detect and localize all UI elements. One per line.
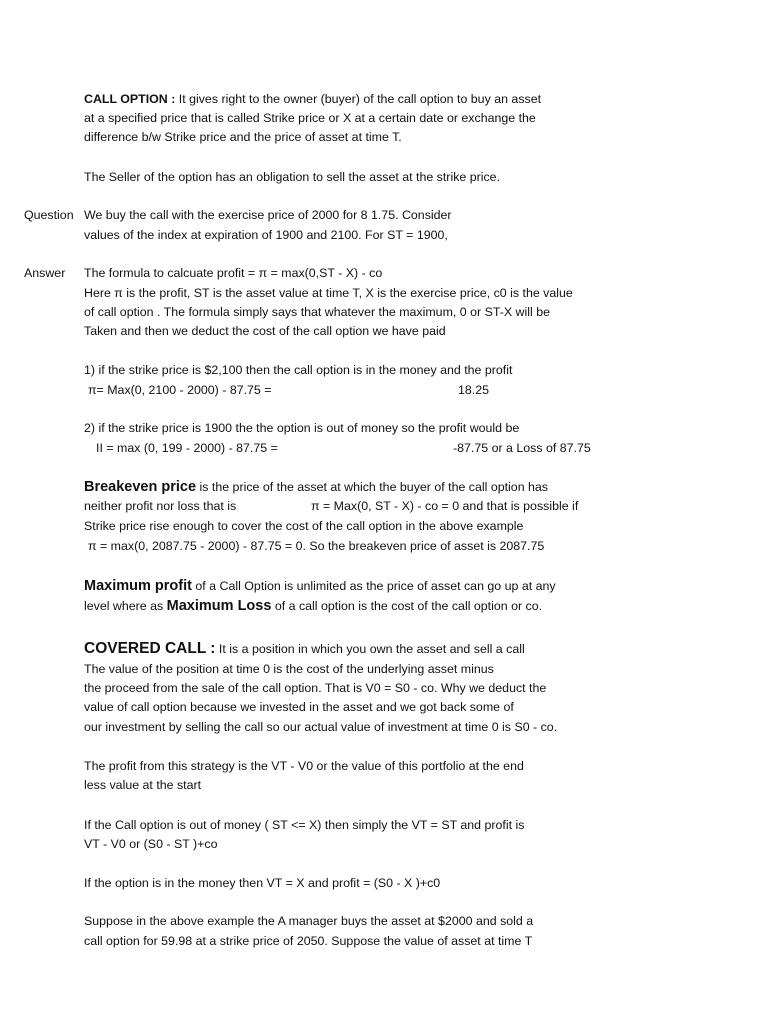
- case2-line: 2) if the strike price is 1900 the the option is out of money so the profit would be: [84, 421, 520, 435]
- out-of-money-line-1: If the Call option is out of money ( ST <= X) then simply the VT = ST and profit is: [84, 818, 525, 832]
- answer-line-1: The formula to calcuate profit = π = max(0,ST - X) - co: [84, 266, 383, 280]
- breakeven-line-2a: neither profit nor loss that is: [84, 499, 237, 513]
- breakeven-term: Breakeven price: [84, 479, 197, 495]
- maximum-loss-term: Maximum Loss: [166, 598, 272, 614]
- call-option-heading: CALL OPTION :: [84, 92, 176, 106]
- question-line-1: We buy the call with the exercise price of 2000 for 8 1.75. Consider: [84, 208, 452, 222]
- case1-line: 1) if the strike price is $2,100 then the call option is in the money and the profit: [84, 363, 513, 377]
- covered-call-line-4: value of call option because we invested in the asset and we got back some of: [84, 700, 514, 714]
- maximum-line-2: level where as Maximum Loss of a call option is the cost of the call option or co.: [84, 598, 543, 614]
- answer-line-3: of call option . The formula simply says that whatever the maximum, 0 or ST-X will be: [84, 305, 550, 319]
- question-line-2: values of the index at expiration of 1900 and 2100. For ST = 1900,: [84, 228, 448, 242]
- breakeven-line-3: Strike price rise enough to cover the cost of the call option in the above example: [84, 519, 524, 533]
- covered-call-line-5: our investment by selling the call so our actual value of investment at time 0 is S0 - co.: [84, 720, 558, 734]
- case2-result: -87.75 or a Loss of 87.75: [453, 441, 591, 455]
- answer-line-2: Here π is the profit, ST is the asset value at time T, X is the exercise price, c0 is the value: [84, 286, 573, 300]
- covered-call-heading: COVERED CALL :: [84, 640, 216, 657]
- covered-call-line-2: The value of the position at time 0 is the cost of the underlying asset minus: [84, 662, 494, 676]
- example-line-1: Suppose in the above example the A manager buys the asset at $2000 and sold a: [84, 914, 534, 928]
- example-line-2: call option for 59.98 at a strike price of 2050. Suppose the value of asset at time T: [84, 934, 533, 948]
- maximum-profit-term: Maximum profit: [84, 578, 192, 594]
- seller-obligation: The Seller of the option has an obligation to sell the asset at the strike price.: [84, 170, 501, 184]
- covered-call-line-1: COVERED CALL : It is a position in which you own the asset and sell a call: [84, 640, 525, 657]
- call-option-line-3: difference b/w Strike price and the price of asset at time T.: [84, 130, 402, 144]
- case1-formula: π= Max(0, 2100 - 2000) - 87.75 =: [88, 383, 272, 397]
- call-option-line-2: at a specified price that is called Strike price or X at a certain date or exchange the: [84, 111, 536, 125]
- call-option-line-1: CALL OPTION : It gives right to the owner (buyer) of the call option to buy an asset: [84, 92, 542, 106]
- case1-result: 18.25: [458, 383, 490, 397]
- profit-line-1: The profit from this strategy is the VT - V0 or the value of this portfolio at the end: [84, 759, 524, 773]
- maximum-line-1: Maximum profit of a Call Option is unlimited as the price of asset can go up at any: [84, 578, 556, 594]
- answer-line-4: Taken and then we deduct the cost of the call option we have paid: [84, 324, 446, 338]
- answer-label: Answer: [24, 266, 66, 280]
- profit-line-2: less value at the start: [84, 778, 202, 792]
- breakeven-line-4: π = max(0, 2087.75 - 2000) - 87.75 = 0. So the breakeven price of asset is 2087.75: [88, 539, 545, 553]
- case2-formula: II = max (0, 199 - 2000) - 87.75 =: [96, 441, 278, 455]
- covered-call-line-3: the proceed from the sale of the call option. That is V0 = S0 - co. Why we deduct the: [84, 681, 547, 695]
- question-label: Question: [24, 208, 74, 222]
- breakeven-line-1: Breakeven price is the price of the asset at which the buyer of the call option has: [84, 479, 549, 495]
- breakeven-line-2b: π = Max(0, ST - X) - co = 0 and that is possible if: [311, 499, 579, 513]
- in-the-money-line: If the option is in the money then VT = X and profit = (S0 - X )+c0: [84, 876, 441, 890]
- out-of-money-line-2: VT - V0 or (S0 - ST )+co: [84, 837, 218, 851]
